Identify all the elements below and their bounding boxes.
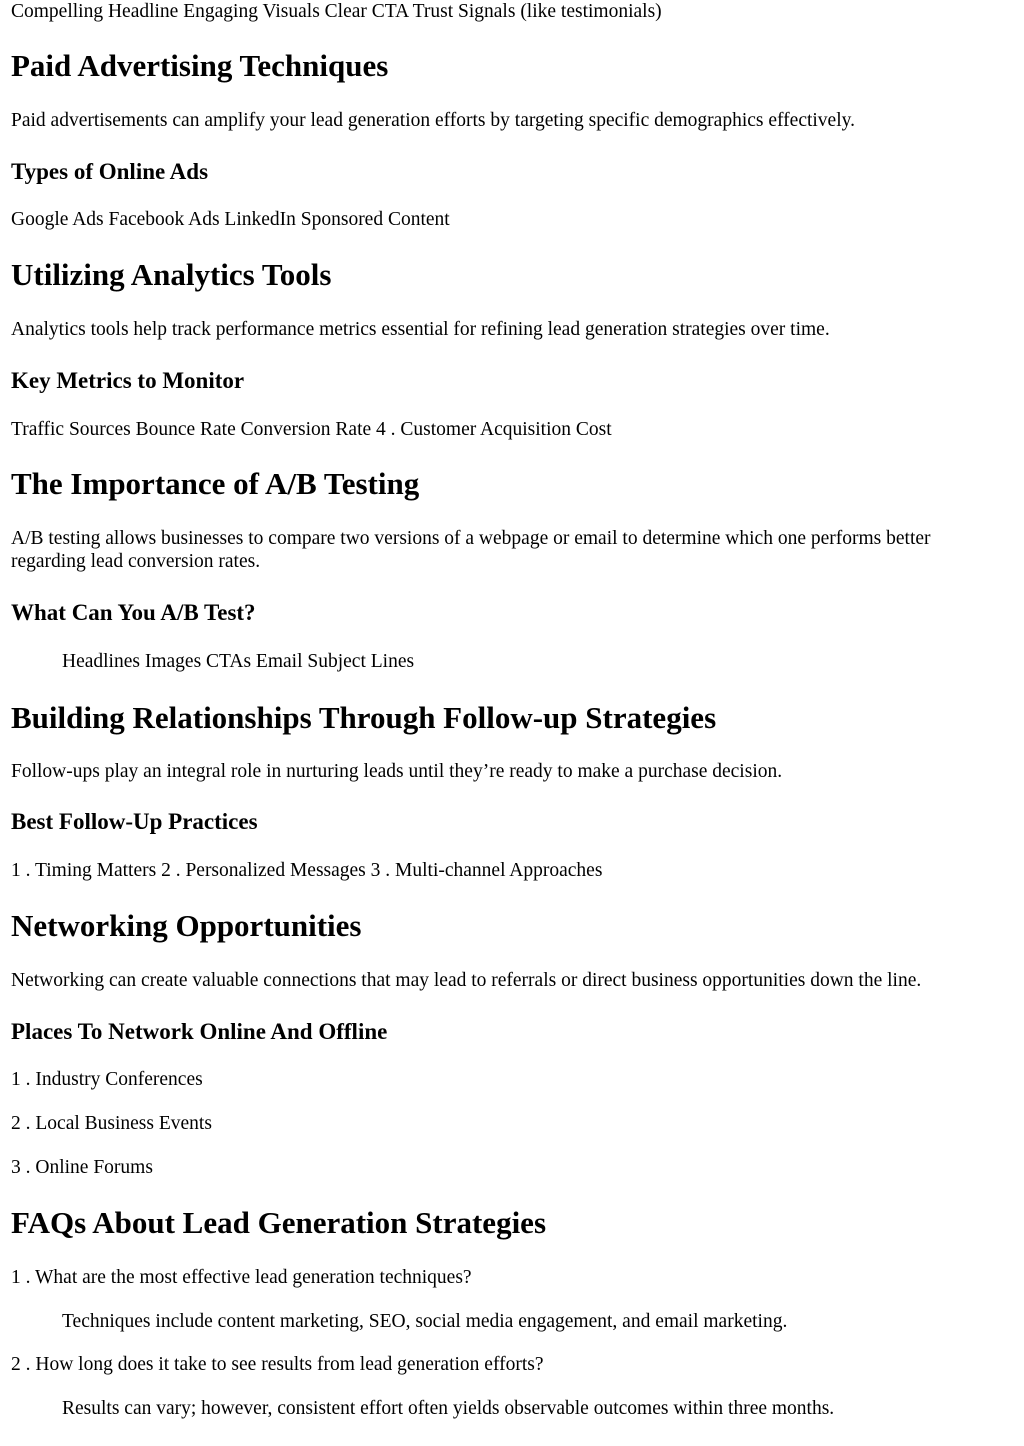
- list-item: 1 . Industry Conferences: [11, 1069, 203, 1090]
- list-item: 3 . Online Forums: [11, 1157, 153, 1178]
- heading-analytics-tools: Utilizing Analytics Tools: [11, 257, 332, 292]
- faq-answer: Techniques include content marketing, SEO, social media engagement, and email marketing.: [62, 1311, 788, 1332]
- list-online-ads: Google Ads Facebook Ads LinkedIn Sponsored Content: [11, 209, 450, 230]
- list-item: 2 . Local Business Events: [11, 1113, 212, 1134]
- heading-ab-testing: The Importance of A/B Testing: [11, 466, 420, 501]
- paragraph-analytics-tools: Analytics tools help track performance metrics essential for refining lead generation strategies over time.: [11, 319, 830, 340]
- paragraph-follow-up-strategies: Follow-ups play an integral role in nurturing leads until they’re ready to make a purchase decision.: [11, 761, 783, 782]
- landing-page-elements-list: Compelling Headline Engaging Visuals Clear CTA Trust Signals (like testimonials): [11, 1, 662, 22]
- paragraph-ab-testing: A/B testing allows businesses to compare two versions of a webpage or email to determine which one performs better regarding lead conversion rates.: [11, 528, 931, 572]
- list-ab-test-items: Headlines Images CTAs Email Subject Lines: [62, 651, 415, 672]
- list-key-metrics: Traffic Sources Bounce Rate Conversion Rate 4 . Customer Acquisition Cost: [11, 419, 612, 440]
- paragraph-paid-advertising: Paid advertisements can amplify your lead generation efforts by targeting specific demographics effectively.: [11, 110, 855, 131]
- subheading-places-to-network: Places To Network Online And Offline: [11, 1019, 388, 1044]
- faq-answer: Results can vary; however, consistent effort often yields observable outcomes within three months.: [62, 1398, 835, 1419]
- heading-follow-up-strategies: Building Relationships Through Follow-up Strategies: [11, 700, 717, 735]
- paragraph-networking: Networking can create valuable connections that may lead to referrals or direct business opportunities down the line.: [11, 970, 922, 991]
- subheading-key-metrics: Key Metrics to Monitor: [11, 368, 245, 393]
- faq-question: 2 . How long does it take to see results from lead generation efforts?: [11, 1354, 544, 1375]
- list-follow-up-practices: 1 . Timing Matters 2 . Personalized Messages 3 . Multi-channel Approaches: [11, 860, 603, 881]
- subheading-best-follow-up-practices: Best Follow-Up Practices: [11, 809, 258, 834]
- heading-networking-opportunities: Networking Opportunities: [11, 908, 362, 943]
- heading-faqs: FAQs About Lead Generation Strategies: [11, 1205, 547, 1240]
- subheading-what-can-you-ab-test: What Can You A/B Test?: [11, 600, 256, 625]
- subheading-types-of-online-ads: Types of Online Ads: [11, 159, 209, 184]
- heading-paid-advertising: Paid Advertising Techniques: [11, 48, 389, 83]
- faq-question: 1 . What are the most effective lead generation techniques?: [11, 1267, 472, 1288]
